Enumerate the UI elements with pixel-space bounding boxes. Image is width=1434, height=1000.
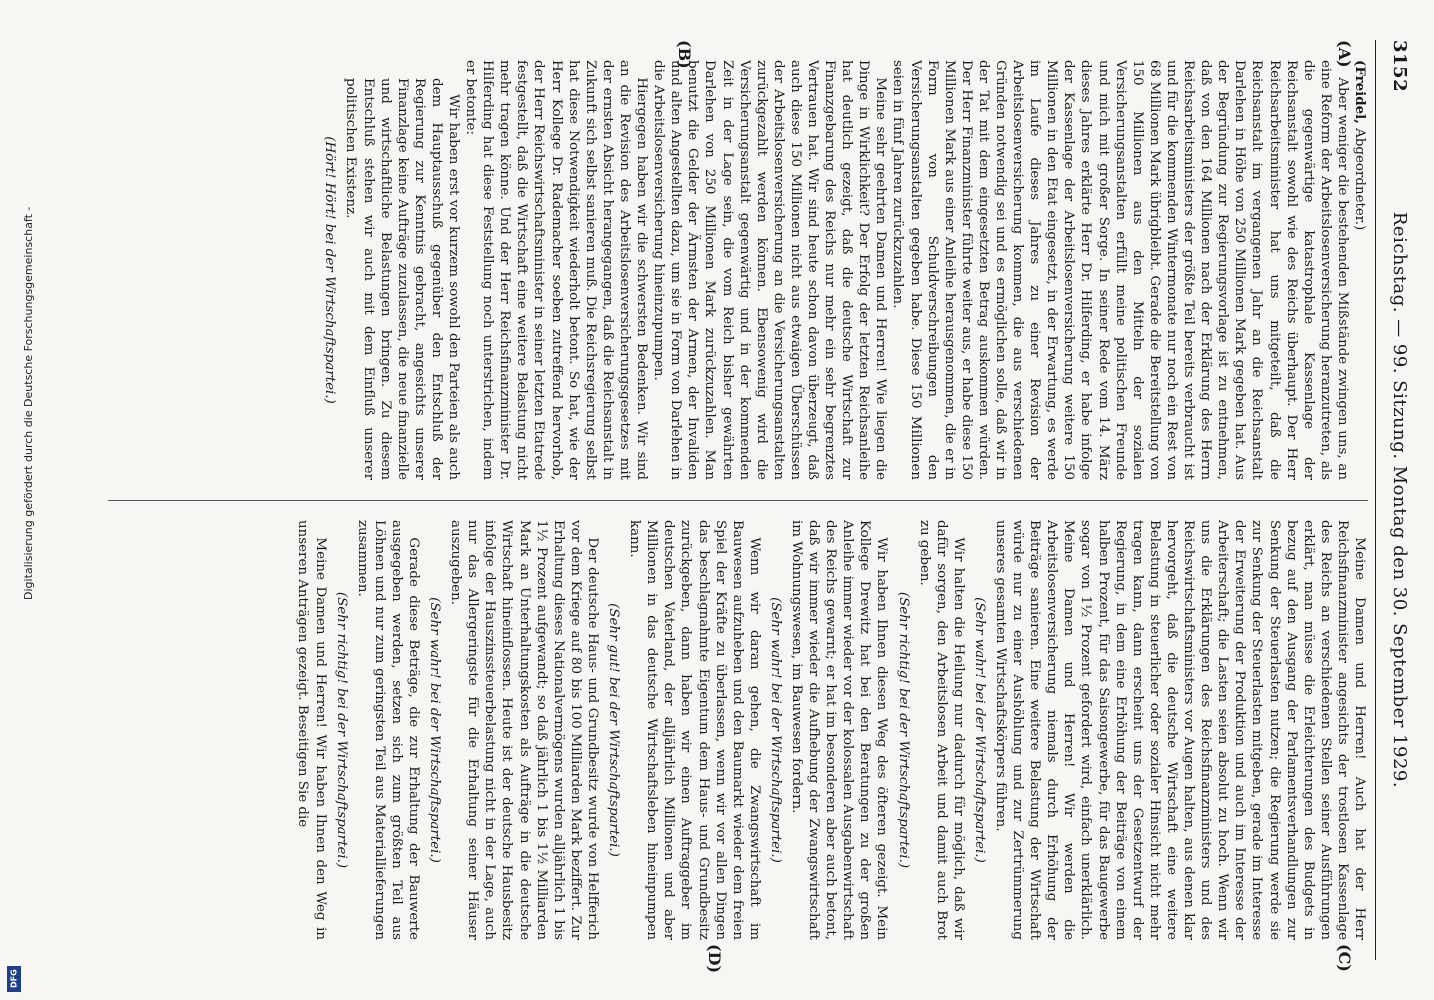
dfg-logo-icon: DFG bbox=[7, 966, 21, 992]
paragraph: Hiergegen haben wir die schwersten Bedenken. Wir sind an die Revision des Arbeitslosenversicherungsgesetzes mit der ernsten Absicht herangegangen, daß die Reichsanstalt in Zukunft sich selbst sanieren muß. Die Reichsregierung selbst hat diese Notwendigkeit wiederholt betont. So hat, wie der Herr Kollege Dr. Rademacher soeben zutreffend hervorhob, der Herr Reichswirtschaftsminister in seiner letzten Etatrede festgestellt, daß die Wirtschaft eine weitere Belastung nicht mehr tragen könne. Und der Herr Reichsfinanzminister Dr. Hilferding hat diese Feststellung noch unterstrichen, indem er betonte: bbox=[463, 60, 650, 480]
paragraph: Meine Damen und Herren! Wir haben Ihnen den Weg in unseren Anträgen gezeigt. Beseitigen Sie die bbox=[295, 520, 328, 940]
paragraph: Aber weniger die bestehenden Mißstände zwingen uns, an eine Reform der Arbeitslosenversicherung heranzutreten, als die gegenwärtige katastrophale Kassenlage der Reichsanstalt sowohl wie des Reichs überhaupt. Der Herr Reichsarbeitsminister hat uns mitgeteilt, daß die Reichsanstalt im vergangenen Jahr an die Reichsanstalt Darlehen in Höhe von 250 Millionen Mark gegeben hat. Aus der Begründung zur Regierungsvorlage ist zu entnehmen, daß von den 164 Millionen nach der Erklärung des Herrn Reichsarbeitsministers der größte Teil bereits verbraucht ist und für die kommenden Wintermonate nur noch ein Rest von 68 Millionen Mark übrigbleibt. Gerade die Bereitstellung von 150 Millionen aus den Mitteln der sozialen Versicherungsanstalten erfüllt meine politischen Freunde und mich mit großer Sorge. In seiner Rede vom 14. März dieses Jahres erklärte Herr Dr. Hilferding, er habe infolge der Kassenlage der Arbeitslosenversicherung weitere 150 Millionen in den Etat eingesetzt, in der Erwartung, es werde im Laufe dieses Jahres zu einer Revision der Arbeitslosenversicherung kommen, die aus verschiedenen Gründen notwendig sei und es ermöglichen solle, daß wir in der Tat mit dem eingesetzten Betrag auskommen würden. Der Herr Finanzminister führte weiter aus, er habe diese 150 Millionen Mark aus einer Anleihe herausgenommen, die er in Form von Schuldverschreibungen den Versicherungsanstalten gegeben habe. Diese 150 Millionen seien in fünf Jahren zurückzuzahlen. bbox=[890, 60, 1350, 480]
speaker-name: (Freidel, bbox=[1352, 60, 1368, 124]
audience-reaction: (Sehr wahr! bei der Wirtschaftspartei.) bbox=[767, 597, 783, 863]
page-number: 3152 bbox=[1389, 40, 1410, 93]
paragraph: Meine Damen und Herren! Auch hat der Herr Reichsfinanzminister angesichts der trostlosen Kassenlage des Reichs an verschiedenen Stellen seiner Ausführungen erklärt, man müsse die Erleichterungen des Budgets in bezug auf den Ausgang der Parlamentsverhandlungen zur Senkung der Steuerlasten nutzen; die Regierung werde sie zur Senkung der Steuerlasten mitgeben, gerade im Interesse der Erweiterung der Produktion und auch im Interesse der Arbeiterschaft; die Lasten seien absolut zu hoch. Wenn wir uns die Erklärungen des Reichsfinanzministers und des Reichswirtschaftsministers vor Augen halten, aus denen klar hervorgeht, daß die deutsche Wirtschaft eine weitere Belastung in steuerlicher oder sozialer Hinsicht nicht mehr tragen kann, dann erscheint uns der Gesetzentwurf der Regierung, in dem eine Erhöhung der Beiträge von einem halben Prozent, für das Saisongewerbe, für das Baugewerbe sogar von 1½ Prozent gefordert wird, einfach unerklärlich. Meine Damen und Herren! Wir werden die Arbeitslosenversicherung niemals durch Erhöhung der Beiträge sanieren. Eine weitere Belastung der Wirtschaft würde nur zu einer Aushöhlung und zur Zertrümmerung unseres gesamten Wirtschaftskörpers führen. bbox=[993, 520, 1367, 940]
paragraph: Der deutsche Haus- und Grundbesitz wurde von Helfferich vor dem Kriege auf 80 bis 100 Milliarden Mark beziffert. Zur Erhaltung dieses Nationalvermögens wurden alljährlich 1 bis 1½ Prozent aufgewandt; so daß jährlich 1 bis 1½ Milliarden Mark an Unterhaltungskosten als Aufträge in die deutsche Wirtschaft hineinflossen. Heute ist der deutsche Hausbesitz infolge der Hauszinssteuerbelastung nicht in der Lage, auch nur das Allergeringste für die Erhaltung seiner Häuser auszugeben. bbox=[448, 520, 600, 940]
speaker-line bbox=[1351, 60, 1368, 480]
audience-reaction: (Sehr richtig! bei der Wirtschaftspartei.) bbox=[333, 591, 349, 869]
digitization-credit bbox=[4, 0, 35, 1000]
paragraph: Wir halten die Heilung nur dadurch für möglich, daß wir dafür sorgen, den Arbeitslosen Arbeit und damit auch Brot zu geben. bbox=[916, 520, 966, 940]
paragraph: Meine sehr geehrten Damen und Herren! Wie liegen die Dinge in Wirklichkeit? Der Erfolg der letzten Reichsanleihe hat deutlich gezeigt, daß die deutsche Wirtschaft zur Finanzgebarung des Reichs nur mehr ein sehr begrenztes Vertrauen hat. Wir sind heute schon davon überzeugt, daß auch diese 150 Millionen nicht aus etwaigen Überschüssen der Arbeitslosenversicherung an die Versicherungsanstalten zurückgezahlt werden können. Ebensowenig wird die Versicherungsanstalt gegenwärtig und in der kommenden Zeit in der Lage sein, die vom Reich bisher gewährten Darlehen von 250 Millionen Mark zurückzuzahlen. Man benutzt die Gelder der Ärmsten der Armen, der Invaliden und alten Angestellten dazu, um sie in Form von Darlehen in die Arbeitslosenversicherung hineinzupumpen. bbox=[651, 60, 889, 480]
speaker-role: Abgeordneter.) bbox=[1352, 128, 1367, 231]
audience-reaction: (Sehr gut! bei der Wirtschaftspartei.) bbox=[606, 603, 622, 857]
margin-marker-a: (A) bbox=[1335, 40, 1354, 68]
left-column bbox=[78, 60, 1368, 480]
margin-marker-b: (B) bbox=[675, 40, 694, 69]
running-title: Reichstag. — 99. Sitzung. Montag den 30. September 1929. bbox=[1389, 211, 1410, 789]
audience-reaction: (Sehr richtig! bei der Wirtschaftspartei.) bbox=[895, 591, 911, 869]
credit-text: Digitalisierung gefördert durch die Deutsche Forschungsgemeinschaft - bbox=[22, 206, 35, 600]
running-head bbox=[1380, 40, 1410, 960]
header-rule bbox=[1375, 40, 1376, 960]
audience-reaction: (Sehr wahr! bei der Wirtschaftspartei.) bbox=[427, 597, 443, 863]
paragraph: Gerade diese Beträge, die zur Erhaltung der Bauwerte ausgegeben werden, setzen sich zum größten Teil aus Löhnen und nur zum geringsten Teil aus Materiallieferungen zusammen. bbox=[354, 520, 422, 940]
margin-marker-d: (D) bbox=[705, 944, 724, 974]
column-divider bbox=[108, 500, 1368, 501]
audience-reaction: (Sehr wahr! bei der Wirtschaftspartei.) bbox=[971, 597, 987, 863]
right-column bbox=[78, 520, 1368, 940]
quotation: Wir haben erst vor kurzem sowohl den Parteien als auch dem Hauptausschuß gegenüber den Entschluß der Regierung zur Kenntnis gebracht, angesichts unserer Finanzlage keine Aufträge zuzulassen, die neue finanzielle und wirtschaftliche Belastungen bringen. Zu diesem Entschluß stehen wir auch mit dem Einfluß unserer politischen Existenz. bbox=[343, 78, 462, 480]
paragraph: Wenn wir daran gehen, die Zwangswirtschaft im Bauwesen aufzuheben und den Baumarkt wieder dem freien Spiel der Kräfte zu überlassen, wenn wir vor allen Dingen das beschlagnahmte Eigentum dem Haus- und Grundbesitz zurückgeben, dann haben wir einen Auftraggeber im deutschen Vaterland, der alljährlich Millionen und aber Millionen in das deutsche Wirtschaftsleben hineinpumpen kann. bbox=[627, 520, 762, 940]
margin-marker-c: (C) bbox=[1335, 944, 1354, 972]
audience-reaction: (Hört! Hört! bei der Wirtschaftspartei.) bbox=[322, 136, 338, 404]
paragraph: Wir haben Ihnen diesen Weg des öfteren gezeigt. Mein Kollege Drewitz hat bei den Beratungen zu der großen Anleihe immer wieder vor der kolossalen Ausgabenwirtschaft des Reichs gewarnt; er hat im besonderen aber auch betont, daß wir immer wieder die Aufhebung der Zwangswirtschaft im Wohnungswesen, im Bauwesen fordern. bbox=[789, 520, 890, 940]
